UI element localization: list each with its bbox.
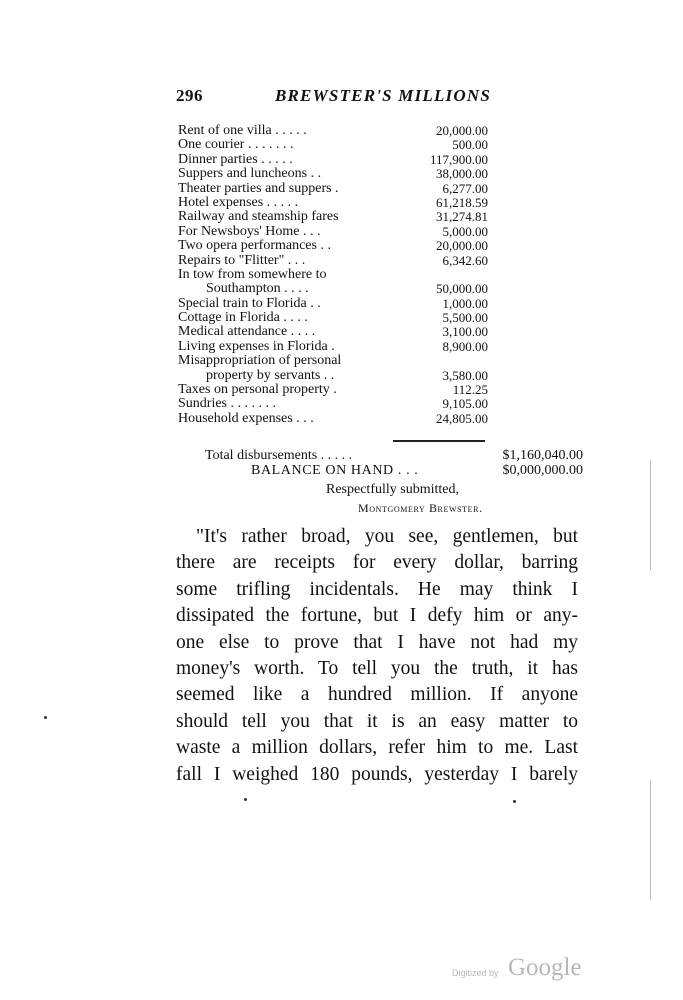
ledger-item-label — [178, 167, 321, 181]
text-line: "It's rather broad, you see, gentlemen, but — [196, 526, 578, 547]
ledger-row — [178, 297, 488, 311]
ledger-row — [178, 138, 488, 152]
page-number: 296 — [176, 86, 203, 105]
ledger-item-label — [178, 268, 327, 297]
ledger-item-amount: 50,000.00 — [436, 281, 488, 297]
ledger-item-text: Living expenses in Florida . — [178, 338, 335, 354]
ledger-item-amount: 31,274.81 — [436, 209, 488, 225]
ledger-item-label — [178, 397, 276, 411]
ledger-item-label — [178, 383, 337, 397]
ledger-item-amount: 38,000.00 — [436, 166, 488, 182]
ledger-item-text: Medical attendance . . . . — [178, 324, 316, 340]
ledger-row — [178, 239, 488, 253]
ledger-item-label — [178, 297, 321, 311]
running-title: BREWSTER'S MILLIONS — [274, 86, 491, 105]
ledger-item-text: Dinner parties . . . . . — [178, 151, 293, 167]
watermark-prefix: Digitized by — [452, 968, 499, 978]
ledger-item-text: Household expenses . . . — [178, 410, 314, 426]
ledger-row — [178, 225, 488, 239]
ledger-item-label — [178, 124, 307, 138]
ledger-item-continuation: Southampton . . . . — [206, 281, 309, 297]
ledger-item-label — [178, 340, 335, 354]
ledger-item-amount: 3,100.00 — [442, 324, 488, 340]
ledger-item-label — [178, 196, 298, 210]
ledger-item-label — [178, 311, 308, 325]
ledger-item-amount: 112.25 — [452, 382, 488, 398]
text-line: some trifling incidentals. He may think I — [176, 578, 578, 600]
balance-row — [205, 463, 583, 478]
text-line: dissipated the fortune, but I defy him or any- — [176, 605, 578, 627]
ledger-row — [178, 268, 488, 297]
ledger-item-amount: 3,580.00 — [442, 367, 488, 383]
ledger-item-label — [178, 182, 339, 196]
ledger-item-amount: 6,277.00 — [442, 180, 488, 196]
text-line: waste a million dollars, refer him to me. Last — [176, 737, 578, 759]
total-label: Total disbursements . . . . . — [205, 448, 353, 463]
ledger-item-amount: 20,000.00 — [436, 122, 488, 138]
text-line: seemed like a hundred million. If anyone — [176, 684, 578, 706]
ledger-item-label — [178, 354, 341, 383]
ledger-row — [178, 340, 488, 354]
ledger-item-amount: 61,218.59 — [436, 194, 488, 210]
google-logo: Google — [508, 954, 582, 981]
ledger-row — [178, 210, 488, 224]
page-edge-mark — [650, 460, 651, 570]
ledger-row — [178, 354, 488, 383]
ledger-item-text: Railway and steamship fares — [178, 209, 339, 225]
ledger-row — [178, 153, 488, 167]
text-line: should tell you that it is an easy matter to — [176, 710, 578, 732]
ledger-item-label — [178, 412, 314, 426]
ledger-row — [178, 383, 488, 397]
running-head — [176, 86, 491, 110]
ledger-item-amount: 117,900.00 — [429, 151, 488, 167]
speck — [513, 800, 516, 803]
ledger-item-amount: 9,105.00 — [442, 396, 488, 412]
ledger-item-text: Cottage in Florida . . . . — [178, 310, 308, 326]
ledger-item-text: Suppers and luncheons . . — [178, 166, 322, 182]
ledger-item-text: Misappropriation of personal — [178, 353, 342, 369]
ledger-item-label — [178, 225, 321, 239]
ledger-row — [178, 254, 488, 268]
ledger-item-amount: 24,805.00 — [436, 410, 488, 426]
page-edge-mark — [650, 780, 651, 900]
total-rule — [393, 440, 485, 442]
ledger-item-label — [178, 325, 315, 339]
ledger-item-text: Two opera performances . . — [178, 238, 331, 254]
ledger-row — [178, 412, 488, 426]
ledger-item-amount: 5,500.00 — [442, 310, 488, 326]
ledger-row — [178, 182, 488, 196]
text-line: one else to prove that I have not had my — [176, 631, 578, 653]
ledger-item-label — [178, 153, 293, 167]
ledger-item-text: Sundries . . . . . . . — [178, 396, 276, 412]
text-line: there are receipts for every dollar, barring — [176, 552, 578, 574]
speck — [44, 716, 47, 719]
ledger-row — [178, 311, 488, 325]
ledger-item-label — [178, 210, 339, 224]
total-amount: $1,160,040.00 — [502, 448, 583, 463]
ledger-item-continuation: property by servants . . — [206, 367, 335, 383]
ledger-item-text: One courier . . . . . . . — [178, 137, 294, 153]
ledger-item-amount: 8,900.00 — [442, 338, 488, 354]
total-disbursements-row — [205, 448, 583, 463]
ledger-row — [178, 397, 488, 411]
digitized-watermark — [452, 952, 592, 982]
ledger-item-amount: 500.00 — [452, 137, 488, 153]
ledger-item-label — [178, 138, 293, 152]
ledger-row — [178, 196, 488, 210]
ledger-item-amount: 1,000.00 — [442, 295, 488, 311]
ledger-item-amount: 20,000.00 — [436, 238, 488, 254]
ledger-item-text: Hotel expenses . . . . . — [178, 194, 299, 210]
ledger-item-text: In tow from somewhere to — [178, 266, 327, 282]
ledger-item-text: For Newsboys' Home . . . — [178, 223, 321, 239]
ledger-row — [178, 325, 488, 339]
ledger-item-amount: 6,342.60 — [442, 252, 488, 268]
ledger-item-label — [178, 254, 305, 268]
ledger-item-text: Repairs to "Flitter" . . . — [178, 252, 306, 268]
body-text — [176, 524, 578, 788]
ledger-item-amount: 5,000.00 — [442, 223, 488, 239]
signature: Montgomery Brewster. — [358, 501, 483, 515]
closing-line: Respectfully submitted, — [326, 482, 459, 497]
ledger-totals — [205, 448, 583, 478]
ledger-item-text: Rent of one villa . . . . . — [178, 123, 307, 138]
ledger-item-text: Theater parties and suppers . — [178, 180, 339, 196]
balance-label: BALANCE ON HAND . . . — [251, 463, 419, 478]
expense-ledger — [178, 124, 488, 426]
ledger-item-text: Taxes on personal property . — [178, 382, 337, 398]
ledger-row — [178, 167, 488, 181]
ledger-row — [178, 124, 488, 138]
text-line: money's worth. To tell you the truth, it has — [176, 657, 578, 679]
ledger-item-label — [178, 239, 331, 253]
speck — [244, 798, 247, 801]
balance-amount: $0,000,000.00 — [502, 463, 583, 478]
text-line: fall I weighed 180 pounds, yesterday I barely — [176, 763, 578, 785]
ledger-item-text: Special train to Florida . . — [178, 295, 321, 311]
